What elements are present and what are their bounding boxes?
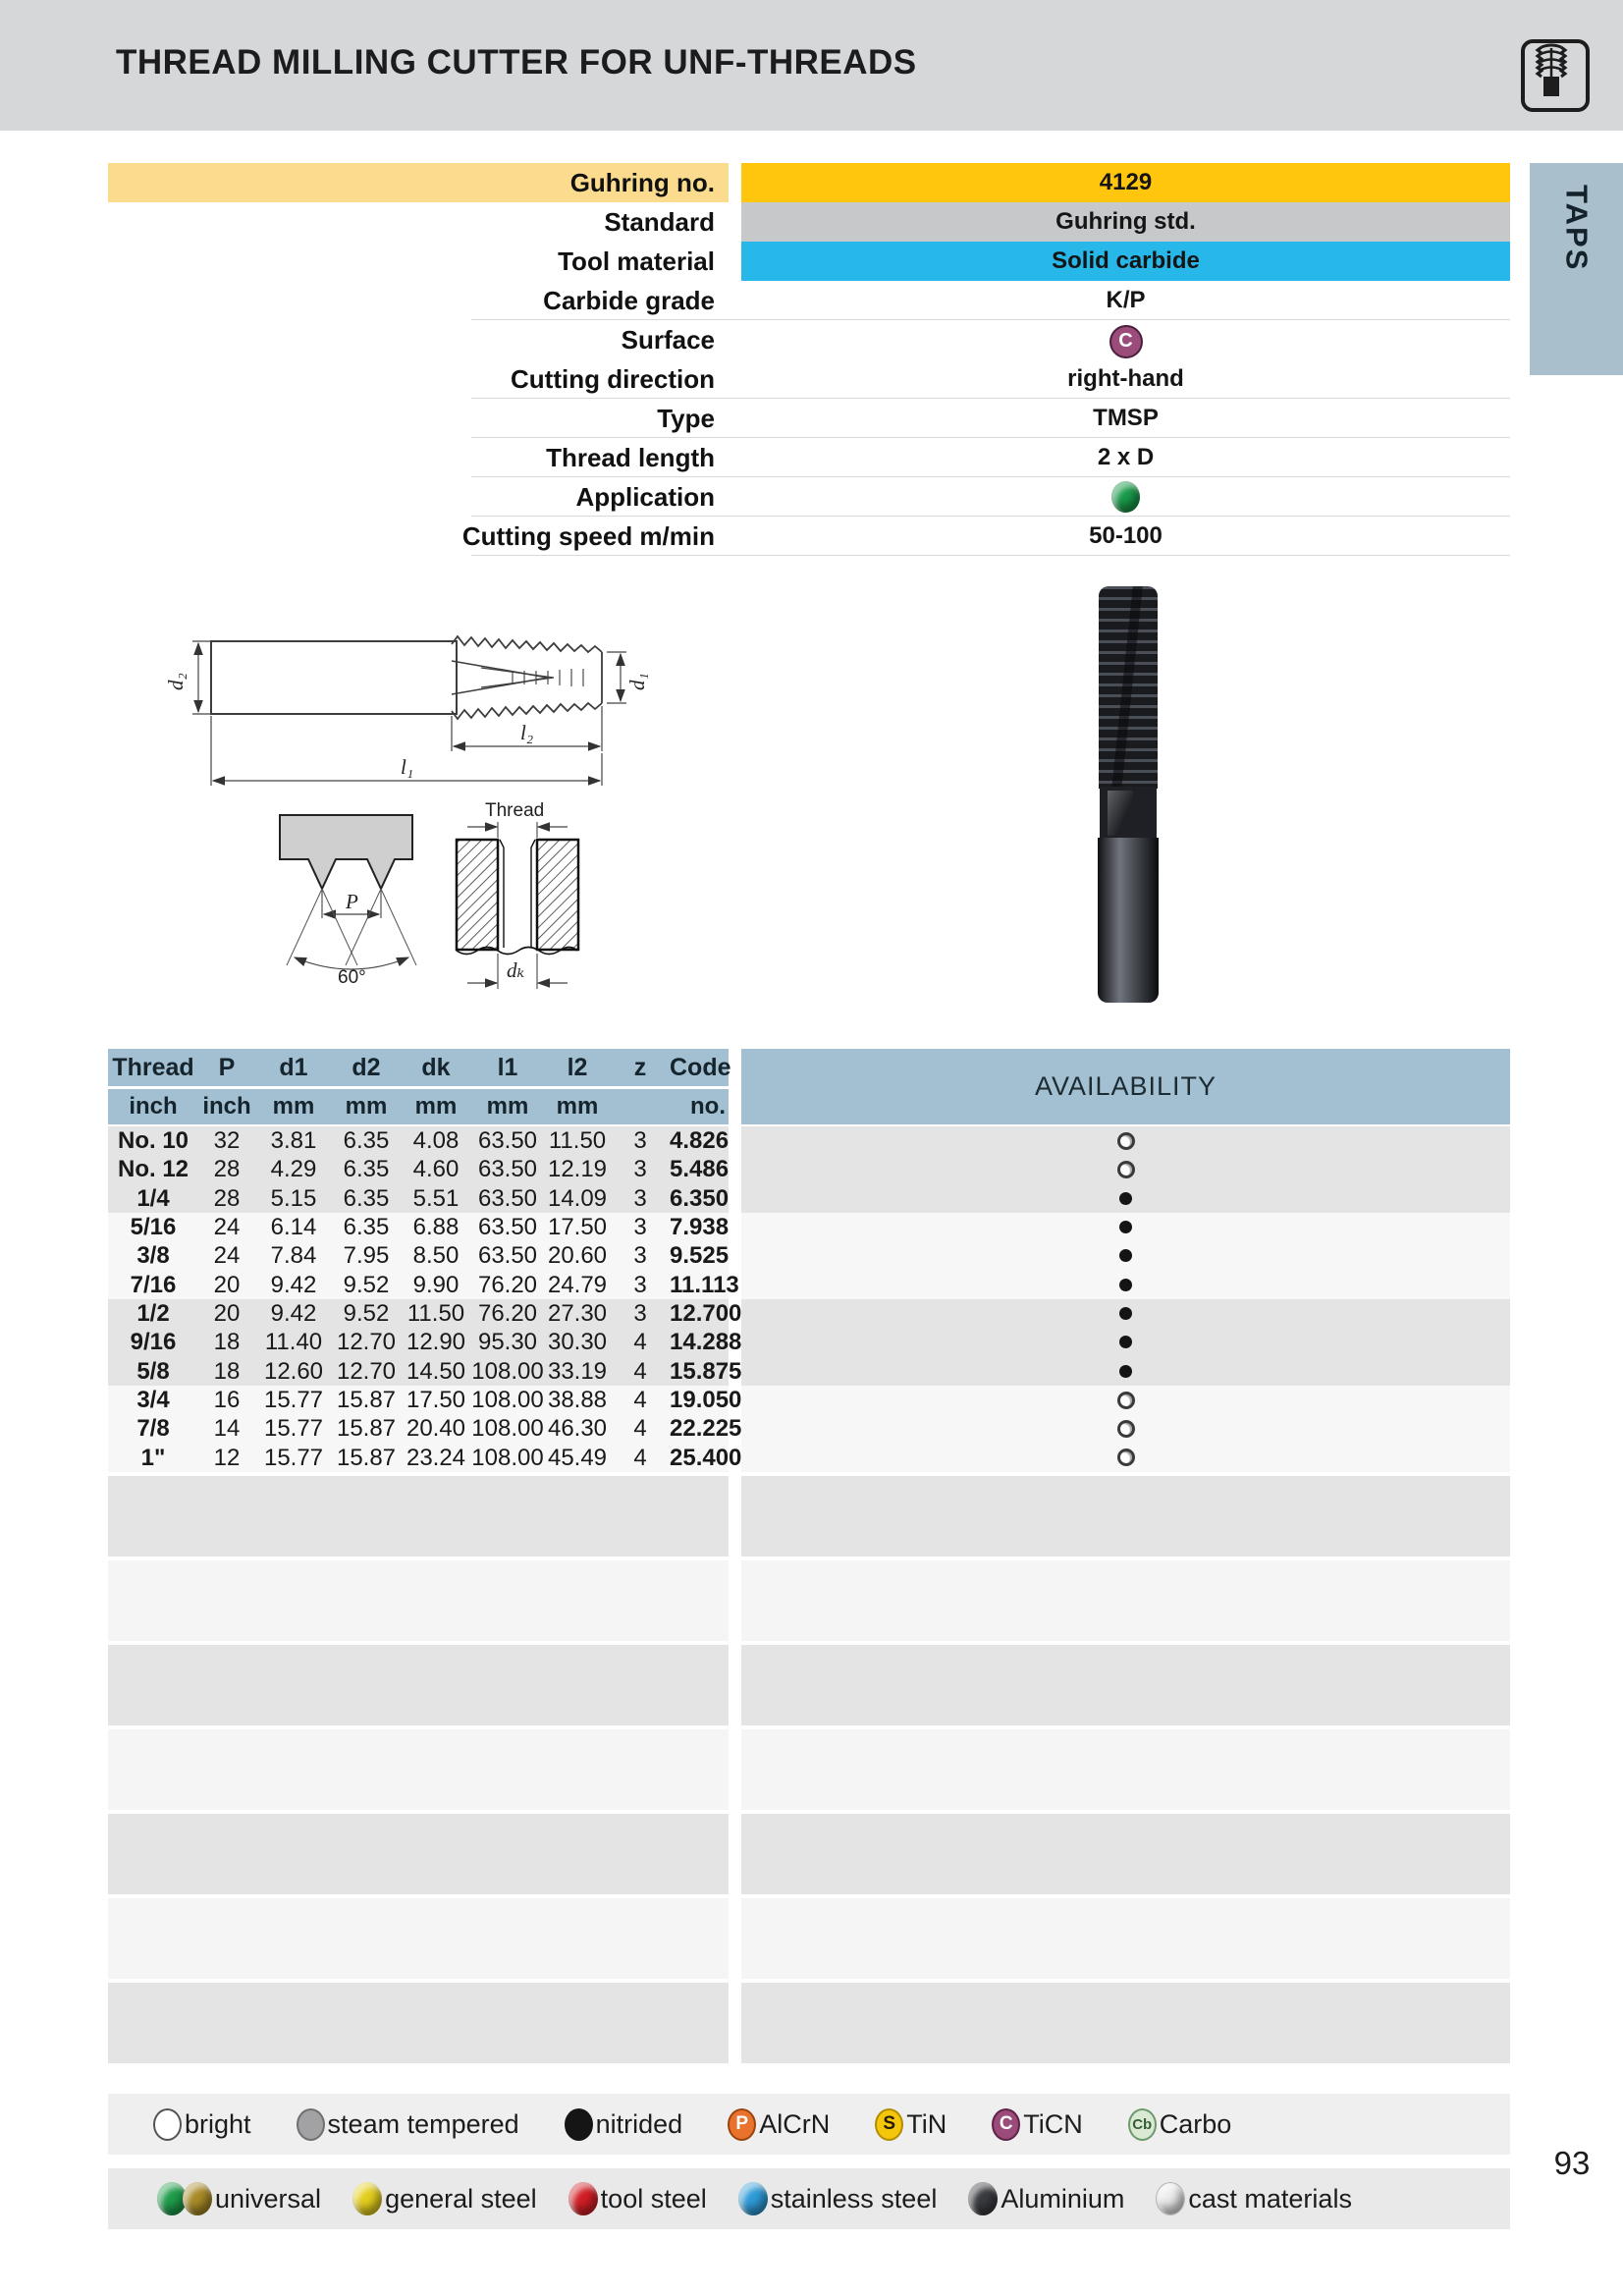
availability-row (741, 1386, 1510, 1414)
data-cell: 76.20 (477, 1271, 538, 1298)
spec-row (108, 438, 1510, 477)
table-row (108, 1328, 742, 1356)
data-cell: 12.19 (547, 1156, 608, 1183)
spec-gutter (729, 517, 741, 556)
legend-label: steam tempered (327, 2108, 519, 2139)
table-row (108, 1213, 729, 1241)
spec-row (108, 242, 1510, 281)
data-cell: 30.30 (547, 1329, 608, 1356)
legend-item (1156, 2182, 1352, 2215)
spec-value: 50-100 (1089, 522, 1163, 549)
dim-p-label: P (346, 890, 358, 913)
spec-gutter (729, 320, 741, 359)
data-cell: 20 (213, 1300, 241, 1327)
data-cell: 108.00 (471, 1357, 544, 1385)
legend-label: stainless steel (770, 2183, 938, 2214)
availability-row (741, 1271, 1510, 1299)
legend-item (153, 2108, 251, 2141)
data-cell: 4.826 (670, 1127, 730, 1154)
spec-table (108, 163, 1510, 556)
data-cell: 11.50 (548, 1127, 607, 1154)
data-cell: 46.30 (547, 1415, 608, 1443)
spec-gutter (729, 438, 741, 477)
data-cell: 45.49 (547, 1444, 608, 1471)
row-band (108, 1386, 742, 1472)
surface-swatch-icon (565, 2108, 593, 2141)
availability-dot-open (1117, 1161, 1135, 1178)
table-unit-cell: inch (202, 1093, 251, 1120)
legend-item (352, 2182, 537, 2215)
table-units-row (108, 1089, 729, 1124)
table-header-cell: dk (421, 1054, 451, 1081)
surface-swatch-icon (297, 2108, 325, 2141)
data-cell: 9.52 (343, 1271, 390, 1298)
data-cell: 14.288 (670, 1329, 742, 1356)
data-cell: 4.08 (412, 1127, 460, 1154)
spec-row (108, 281, 1510, 320)
data-cell: 32 (213, 1127, 241, 1154)
legend-label: Aluminium (1001, 2183, 1125, 2214)
material-swatch-icon (568, 2182, 598, 2215)
empty-band-left (108, 1983, 729, 2063)
dim-dk-label: dₖ (507, 958, 525, 982)
photo-shank (1098, 838, 1159, 1003)
legend-item (297, 2108, 519, 2141)
availability-dot-open (1117, 1449, 1135, 1466)
data-cell: 24.79 (547, 1271, 608, 1298)
row-band (108, 1299, 742, 1386)
legend-item (157, 2182, 321, 2215)
table-unit-cell: mm (345, 1093, 388, 1120)
data-cell: 4 (633, 1329, 647, 1356)
surface-swatch-icon: Cb (1128, 2108, 1157, 2141)
empty-band-right (741, 1729, 1510, 1810)
availability-row (741, 1241, 1510, 1270)
data-cell: 9.42 (270, 1300, 317, 1327)
material-swatch-icon (183, 2182, 212, 2215)
spec-row (108, 202, 1510, 242)
data-cell: 20.60 (547, 1242, 608, 1270)
data-cell: 38.88 (547, 1387, 608, 1413)
spec-value (741, 320, 1510, 359)
data-cell: 24 (213, 1214, 241, 1240)
data-cell: 27.30 (547, 1300, 608, 1327)
availability-row (741, 1328, 1510, 1356)
surface-legend (108, 2094, 1510, 2155)
empty-band-left (108, 1814, 729, 1894)
availability-dot-open (1117, 1132, 1135, 1150)
data-table-left (108, 1049, 742, 1472)
availability-dot-filled (1119, 1307, 1132, 1320)
availability-row (741, 1155, 1510, 1183)
legend-item (1128, 2108, 1232, 2141)
table-row (108, 1241, 729, 1270)
empty-band-right (741, 1814, 1510, 1894)
data-cell: 9.52 (343, 1300, 390, 1327)
spec-label: Surface (621, 325, 715, 355)
data-cell: 12.70 (336, 1329, 397, 1356)
availability-row (741, 1357, 1510, 1386)
surface-swatch-icon: P (728, 2108, 756, 2141)
data-cell: 3 (633, 1184, 647, 1212)
spec-value: Guhring std. (741, 202, 1510, 242)
spec-value: 4129 (741, 163, 1510, 202)
data-cell: 95.30 (477, 1329, 538, 1356)
legend-label: cast materials (1188, 2183, 1352, 2214)
empty-band-left (108, 1729, 729, 1810)
data-cell: 8.50 (412, 1242, 460, 1270)
availability-row (741, 1126, 1510, 1155)
spec-label: Thread length (546, 443, 715, 472)
table-unit-cell: mm (414, 1093, 458, 1120)
availability-row (741, 1184, 1510, 1213)
legend-item (728, 2108, 830, 2141)
data-cell: 12.70 (336, 1357, 397, 1385)
dimension-drawing-side-view (157, 604, 687, 815)
data-cell: 108.00 (471, 1444, 544, 1471)
availability-dot-filled (1119, 1221, 1132, 1233)
data-cell: 4.60 (412, 1156, 460, 1183)
empty-band-right (741, 1983, 1510, 2063)
spec-value: 2 x D (1097, 444, 1155, 470)
page-number: 93 (1553, 2145, 1591, 2181)
data-cell: 7/8 (136, 1415, 170, 1443)
table-header-cell: Thread (112, 1054, 194, 1081)
data-cell: 28 (213, 1156, 241, 1183)
data-cell: 6.350 (670, 1184, 730, 1212)
data-cell: 5.15 (270, 1184, 317, 1212)
table-unit-cell: inch (129, 1093, 178, 1120)
availability-dot-filled (1119, 1336, 1132, 1348)
spec-label: Cutting direction (511, 364, 715, 394)
data-cell: 3.81 (270, 1127, 317, 1154)
data-cell: 18 (213, 1329, 241, 1356)
legend-label: TiCN (1023, 2108, 1083, 2139)
spec-label: Standard (604, 207, 715, 237)
empty-band-right (741, 1560, 1510, 1641)
table-row (108, 1271, 739, 1299)
surface-swatch-icon: C (992, 2108, 1020, 2141)
data-cell: 4 (633, 1415, 647, 1443)
data-cell: 28 (213, 1184, 241, 1212)
availability-dot-open (1117, 1420, 1135, 1438)
table-row (108, 1155, 729, 1183)
spec-row (108, 399, 1510, 438)
legend-item (568, 2182, 707, 2215)
data-cell: 15.77 (263, 1444, 324, 1471)
legend-label: Carbo (1159, 2108, 1232, 2139)
spec-label: Guhring no. (108, 163, 729, 202)
tab-taps (1530, 163, 1623, 375)
data-cell: 6.35 (343, 1214, 390, 1240)
table-unit-cell: mm (556, 1093, 599, 1120)
legend-item (738, 2182, 938, 2215)
data-cell: 16 (213, 1387, 241, 1413)
availability-dot-filled (1119, 1365, 1132, 1378)
table-unit-cell: no. (690, 1093, 726, 1120)
availability-row (741, 1444, 1510, 1472)
table-header-cell: d2 (352, 1054, 381, 1081)
data-cell: 3 (633, 1242, 647, 1270)
dim-d1-label: d₁ (625, 673, 649, 690)
data-cell: 17.50 (547, 1214, 608, 1240)
availability-band (741, 1299, 1510, 1386)
availability-dot-filled (1119, 1279, 1132, 1291)
dim-l2-label: l₂ (520, 721, 534, 744)
legend-label: universal (215, 2183, 322, 2214)
spec-row (108, 517, 1510, 556)
table-row (108, 1299, 742, 1328)
data-cell: 5.51 (412, 1184, 460, 1212)
table-header-cell: l2 (567, 1054, 588, 1081)
photo-flute-neck (1100, 787, 1157, 840)
data-cell: 5.486 (670, 1156, 730, 1183)
table-header-cell: l1 (497, 1054, 518, 1081)
legend-item (875, 2108, 947, 2141)
dim-angle-label: 60° (338, 967, 366, 988)
application-dot (1111, 481, 1140, 513)
data-cell: 22.225 (670, 1415, 742, 1443)
data-cell: 6.35 (343, 1184, 390, 1212)
availability-band (741, 1213, 1510, 1299)
dim-l1-label: l₁ (401, 755, 414, 779)
availability-header: AVAILABILITY (741, 1049, 1510, 1124)
spec-label: Carbide grade (543, 286, 715, 315)
table-rows (108, 1126, 742, 1472)
data-cell: 17.50 (406, 1387, 466, 1413)
spec-gutter (729, 242, 741, 281)
data-cell: 76.20 (477, 1300, 538, 1327)
data-cell: 6.88 (412, 1214, 460, 1240)
product-photo-thread-mill (1088, 582, 1170, 1003)
table-row (108, 1414, 742, 1443)
data-cell: 63.50 (477, 1184, 538, 1212)
table-header-cell: z (633, 1054, 647, 1081)
data-cell: 11.113 (670, 1271, 739, 1298)
spec-gutter (729, 281, 741, 320)
data-cell: 15.875 (670, 1357, 742, 1385)
spec-row (108, 359, 1510, 399)
spec-value: Solid carbide (741, 242, 1510, 281)
data-cell: No. 12 (117, 1156, 189, 1183)
table-row (108, 1126, 729, 1155)
data-table-availability (741, 1049, 1510, 1472)
legend-label: AlCrN (759, 2108, 831, 2139)
data-cell: 12.90 (406, 1329, 466, 1356)
data-cell: 108.00 (471, 1387, 544, 1413)
material-swatch-icon (968, 2182, 998, 2215)
data-cell: 63.50 (477, 1242, 538, 1270)
spec-value: TMSP (1093, 405, 1159, 431)
data-cell: 108.00 (471, 1415, 544, 1443)
data-cell: 3 (633, 1156, 647, 1183)
availability-row (741, 1299, 1510, 1328)
data-cell: No. 10 (117, 1127, 189, 1154)
legend-item (968, 2182, 1124, 2215)
data-cell: 15.77 (263, 1387, 324, 1413)
data-cell: 25.400 (670, 1444, 742, 1471)
material-swatch-icon (352, 2182, 382, 2215)
data-cell: 7.84 (270, 1242, 317, 1270)
data-cell: 6.35 (343, 1127, 390, 1154)
spec-gutter (729, 359, 741, 399)
dim-d2-label: d₂ (164, 673, 188, 690)
data-cell: 14.09 (547, 1184, 608, 1212)
data-cell: 24 (213, 1242, 241, 1270)
table-row (108, 1444, 742, 1472)
data-cell: 9.90 (412, 1271, 460, 1298)
data-cell: 12.60 (263, 1357, 324, 1385)
empty-band-left (108, 1645, 729, 1725)
spec-label: Cutting speed m/min (461, 521, 715, 551)
data-cell: 20.40 (406, 1415, 466, 1443)
table-header-cell: Code (670, 1054, 731, 1081)
tap-icon (1521, 39, 1590, 112)
data-cell: 3 (633, 1127, 647, 1154)
data-cell: 63.50 (477, 1214, 538, 1240)
data-cell: 1/4 (136, 1184, 170, 1212)
legend-label: TiN (906, 2108, 947, 2139)
data-cell: 7/16 (130, 1271, 177, 1298)
table-header-cell: d1 (279, 1054, 308, 1081)
material-swatch-icon (738, 2182, 768, 2215)
legend-label: general steel (385, 2183, 537, 2214)
empty-band-left (108, 1560, 729, 1641)
tap-icon-glyph (1525, 43, 1578, 100)
spec-label: Application (575, 482, 715, 512)
data-cell: 18 (213, 1357, 241, 1385)
data-cell: 3 (633, 1300, 647, 1327)
empty-band-right (741, 1898, 1510, 1979)
data-cell: 4 (633, 1444, 647, 1471)
table-header-row (108, 1049, 729, 1086)
availability-dot-filled (1119, 1192, 1132, 1205)
availability-band (741, 1386, 1510, 1472)
availability-dot-open (1117, 1392, 1135, 1409)
data-cell: 9/16 (130, 1329, 177, 1356)
data-cell: 6.35 (343, 1156, 390, 1183)
data-cell: 5/8 (136, 1357, 170, 1385)
data-cell: 15.87 (336, 1387, 397, 1413)
surface-swatch-icon: S (875, 2108, 903, 2141)
spec-label: Type (657, 404, 715, 433)
page-title: THREAD MILLING CUTTER FOR UNF-THREADS (116, 43, 917, 82)
table-unit-cell (611, 1089, 670, 1124)
table-unit-cell: mm (272, 1093, 315, 1120)
data-cell: 3 (633, 1214, 647, 1240)
material-swatch-icon (1156, 2182, 1185, 2215)
data-cell: 1" (140, 1444, 166, 1471)
spec-label: Tool material (558, 246, 715, 276)
spec-value: right-hand (1067, 365, 1184, 392)
data-cell: 14.50 (406, 1357, 466, 1385)
surface-coating-badge: C (1109, 325, 1143, 358)
data-cell: 19.050 (670, 1387, 742, 1413)
spec-gutter (729, 163, 741, 202)
data-cell: 1/2 (136, 1300, 170, 1327)
availability-rows (741, 1126, 1510, 1472)
spec-value: K/P (1106, 287, 1146, 313)
table-header-cell: P (218, 1054, 236, 1081)
data-cell: 23.24 (406, 1444, 466, 1471)
empty-band-left (108, 1898, 729, 1979)
data-cell: 15.87 (336, 1415, 397, 1443)
data-cell: 63.50 (477, 1127, 538, 1154)
dimension-drawing-profile (265, 800, 619, 1007)
availability-dot-filled (1119, 1249, 1132, 1262)
row-band (108, 1213, 739, 1299)
data-cell: 3 (633, 1271, 647, 1298)
data-cell: 4.29 (270, 1156, 317, 1183)
spec-gutter (729, 399, 741, 438)
data-cell: 20 (213, 1271, 241, 1298)
legend-label: tool steel (600, 2183, 707, 2214)
spec-row (108, 320, 1510, 359)
data-cell: 11.50 (406, 1300, 465, 1327)
surface-swatch-icon (153, 2108, 182, 2141)
data-cell: 12.700 (670, 1300, 742, 1327)
data-cell: 7.95 (343, 1242, 390, 1270)
spec-gutter (729, 202, 741, 242)
photo-thread-section (1099, 586, 1158, 789)
data-cell: 3/8 (136, 1242, 170, 1270)
data-cell: 7.938 (670, 1214, 730, 1240)
data-cell: 14 (213, 1415, 241, 1443)
spec-row (108, 477, 1510, 517)
data-cell: 4 (633, 1387, 647, 1413)
empty-band-left (108, 1476, 729, 1557)
table-row (108, 1386, 742, 1414)
material-legend (108, 2168, 1510, 2229)
availability-row (741, 1213, 1510, 1241)
table-row (108, 1184, 729, 1213)
data-cell: 63.50 (477, 1156, 538, 1183)
data-cell: 15.77 (263, 1415, 324, 1443)
data-cell: 9.42 (270, 1271, 317, 1298)
data-cell: 6.14 (270, 1214, 317, 1240)
data-cell: 12 (213, 1444, 241, 1471)
data-cell: 3/4 (136, 1387, 170, 1413)
tab-taps-label: TAPS (1559, 185, 1595, 272)
data-cell: 9.525 (670, 1242, 730, 1270)
table-unit-cell: mm (486, 1093, 529, 1120)
data-cell: 11.40 (264, 1329, 323, 1356)
empty-band-right (741, 1645, 1510, 1725)
table-row (108, 1357, 742, 1386)
legend-item (565, 2108, 683, 2141)
row-band (108, 1126, 729, 1213)
bore-thread-label: Thread (485, 800, 545, 821)
availability-band (741, 1126, 1510, 1213)
legend-label: bright (185, 2108, 251, 2139)
data-cell: 33.19 (547, 1357, 608, 1385)
empty-band-right (741, 1476, 1510, 1557)
spec-row (108, 163, 1510, 202)
data-cell: 15.87 (336, 1444, 397, 1471)
data-cell: 4 (633, 1357, 647, 1385)
legend-item (992, 2108, 1083, 2141)
legend-label: nitrided (595, 2108, 683, 2139)
availability-row (741, 1414, 1510, 1443)
data-cell: 5/16 (130, 1214, 177, 1240)
